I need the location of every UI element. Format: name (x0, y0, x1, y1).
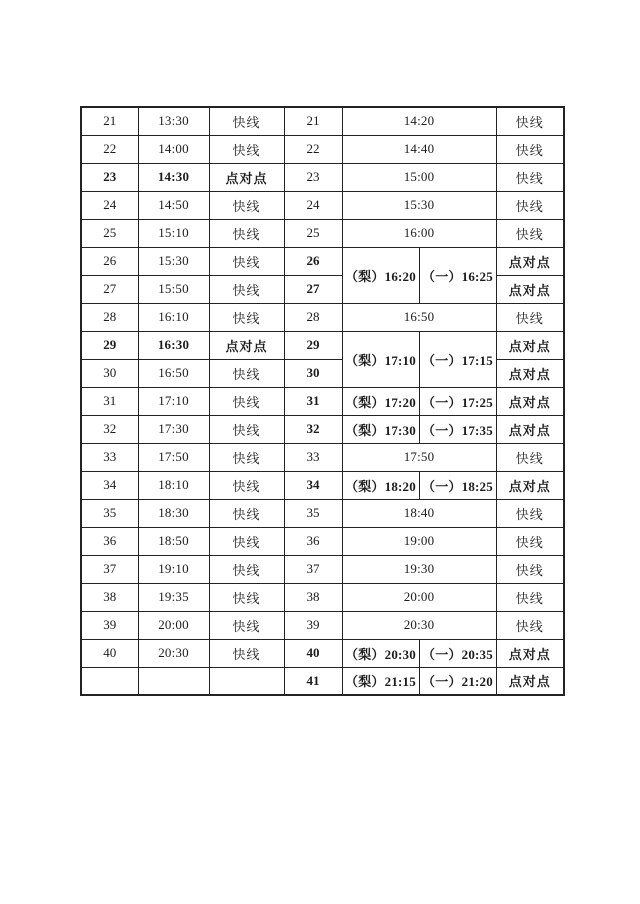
left-departure-time: 20:00 (138, 611, 209, 639)
schedule-row-29 (81, 331, 564, 359)
right-line-type: 快线 (496, 527, 564, 555)
right-departure-time: 17:50 (342, 443, 496, 471)
right-trip-number: 22 (284, 135, 342, 163)
left-departure-time: 17:10 (138, 387, 209, 415)
right-line-type: 快线 (496, 555, 564, 583)
schedule-row-38 (81, 583, 564, 611)
left-trip-number: 38 (81, 583, 138, 611)
right-departure-time-lipu: （梨）17:10 (342, 331, 419, 387)
left-line-type: 快线 (209, 527, 284, 555)
schedule-row-37 (81, 555, 564, 583)
left-trip-number: 35 (81, 499, 138, 527)
schedule-row-32 (81, 415, 564, 443)
schedule-row-35 (81, 499, 564, 527)
left-line-type: 快线 (209, 471, 284, 499)
right-departure-time: 16:00 (342, 219, 496, 247)
left-line-type: 快线 (209, 135, 284, 163)
right-trip-number: 25 (284, 219, 342, 247)
schedule-row-21 (81, 107, 564, 135)
right-line-type: 快线 (496, 219, 564, 247)
left-trip-number: 39 (81, 611, 138, 639)
left-line-type: 快线 (209, 107, 284, 135)
left-trip-number: 34 (81, 471, 138, 499)
left-line-type: 快线 (209, 303, 284, 331)
right-line-type: 快线 (496, 443, 564, 471)
right-line-type: 快线 (496, 135, 564, 163)
right-trip-number: 24 (284, 191, 342, 219)
schedule-row-25 (81, 219, 564, 247)
left-line-type: 快线 (209, 639, 284, 667)
left-line-type: 快线 (209, 583, 284, 611)
right-line-type: 点对点 (496, 331, 564, 359)
left-departure-time: 16:50 (138, 359, 209, 387)
left-line-type: 快线 (209, 499, 284, 527)
right-trip-number: 27 (284, 275, 342, 303)
left-line-type: 快线 (209, 443, 284, 471)
right-line-type: 点对点 (496, 415, 564, 443)
right-line-type: 点对点 (496, 471, 564, 499)
left-departure-time: 18:10 (138, 471, 209, 499)
left-trip-number: 40 (81, 639, 138, 667)
left-trip-number: 24 (81, 191, 138, 219)
right-trip-number: 35 (284, 499, 342, 527)
right-line-type: 快线 (496, 303, 564, 331)
schedule-row-33 (81, 443, 564, 471)
left-trip-number: 32 (81, 415, 138, 443)
left-departure-time: 16:10 (138, 303, 209, 331)
right-line-type: 点对点 (496, 247, 564, 275)
left-departure-time-empty (138, 667, 209, 695)
right-line-type: 点对点 (496, 667, 564, 695)
left-line-type: 快线 (209, 275, 284, 303)
left-line-type-empty (209, 667, 284, 695)
left-trip-number: 33 (81, 443, 138, 471)
left-trip-number: 27 (81, 275, 138, 303)
right-departure-time: 19:30 (342, 555, 496, 583)
right-trip-number: 28 (284, 303, 342, 331)
left-trip-number: 36 (81, 527, 138, 555)
schedule-row-36 (81, 527, 564, 555)
left-trip-number: 25 (81, 219, 138, 247)
right-line-type: 快线 (496, 583, 564, 611)
right-line-type: 快线 (496, 191, 564, 219)
right-departure-time: 15:00 (342, 163, 496, 191)
left-departure-time: 14:00 (138, 135, 209, 163)
left-line-type: 快线 (209, 359, 284, 387)
right-trip-number: 29 (284, 331, 342, 359)
right-departure-time: 18:40 (342, 499, 496, 527)
left-trip-number-empty (81, 667, 138, 695)
left-departure-time: 18:50 (138, 527, 209, 555)
left-trip-number: 23 (81, 163, 138, 191)
right-trip-number: 40 (284, 639, 342, 667)
left-departure-time: 17:50 (138, 443, 209, 471)
right-line-type: 点对点 (496, 275, 564, 303)
right-line-type: 点对点 (496, 639, 564, 667)
schedule-row-24 (81, 191, 564, 219)
left-line-type: 点对点 (209, 163, 284, 191)
right-departure-time: 14:40 (342, 135, 496, 163)
right-trip-number: 30 (284, 359, 342, 387)
left-trip-number: 30 (81, 359, 138, 387)
schedule-row-34 (81, 471, 564, 499)
left-trip-number: 37 (81, 555, 138, 583)
left-line-type: 快线 (209, 191, 284, 219)
left-departure-time: 15:50 (138, 275, 209, 303)
left-line-type: 快线 (209, 387, 284, 415)
right-departure-time: 15:30 (342, 191, 496, 219)
right-line-type: 点对点 (496, 359, 564, 387)
left-departure-time: 13:30 (138, 107, 209, 135)
right-line-type: 快线 (496, 611, 564, 639)
right-trip-number: 26 (284, 247, 342, 275)
left-line-type: 快线 (209, 415, 284, 443)
left-departure-time: 19:10 (138, 555, 209, 583)
left-departure-time: 16:30 (138, 331, 209, 359)
left-line-type: 快线 (209, 555, 284, 583)
right-departure-time: 14:20 (342, 107, 496, 135)
left-departure-time: 18:30 (138, 499, 209, 527)
right-departure-time-lipu: （梨）16:20 (342, 247, 419, 303)
right-departure-time-lipu: （梨）17:20 (342, 387, 419, 415)
right-trip-number: 36 (284, 527, 342, 555)
left-departure-time: 19:35 (138, 583, 209, 611)
left-trip-number: 29 (81, 331, 138, 359)
schedule-row-26 (81, 247, 564, 275)
left-departure-time: 14:50 (138, 191, 209, 219)
right-departure-time-lipu: （梨）20:30 (342, 639, 419, 667)
right-trip-number: 23 (284, 163, 342, 191)
right-trip-number: 34 (284, 471, 342, 499)
right-departure-time: 20:30 (342, 611, 496, 639)
right-departure-time-yi: （一）16:25 (419, 247, 496, 303)
right-departure-time-yi: （一）17:35 (419, 415, 496, 443)
left-trip-number: 21 (81, 107, 138, 135)
right-departure-time-lipu: （梨）18:20 (342, 471, 419, 499)
schedule-row-23 (81, 163, 564, 191)
schedule-row-28 (81, 303, 564, 331)
left-departure-time: 17:30 (138, 415, 209, 443)
bus-schedule-table (80, 106, 565, 696)
right-trip-number: 41 (284, 667, 342, 695)
left-departure-time: 20:30 (138, 639, 209, 667)
left-trip-number: 31 (81, 387, 138, 415)
schedule-row-41 (81, 667, 564, 695)
left-line-type: 快线 (209, 247, 284, 275)
right-departure-time-yi: （一）17:15 (419, 331, 496, 387)
schedule-row-31 (81, 387, 564, 415)
left-line-type: 快线 (209, 219, 284, 247)
right-trip-number: 31 (284, 387, 342, 415)
right-trip-number: 33 (284, 443, 342, 471)
schedule-row-39 (81, 611, 564, 639)
right-trip-number: 38 (284, 583, 342, 611)
right-trip-number: 39 (284, 611, 342, 639)
schedule-row-22 (81, 135, 564, 163)
left-trip-number: 28 (81, 303, 138, 331)
right-line-type: 快线 (496, 107, 564, 135)
right-departure-time-lipu: （梨）17:30 (342, 415, 419, 443)
left-trip-number: 26 (81, 247, 138, 275)
right-line-type: 快线 (496, 163, 564, 191)
left-departure-time: 14:30 (138, 163, 209, 191)
right-trip-number: 21 (284, 107, 342, 135)
left-departure-time: 15:10 (138, 219, 209, 247)
left-departure-time: 15:30 (138, 247, 209, 275)
left-trip-number: 22 (81, 135, 138, 163)
right-trip-number: 32 (284, 415, 342, 443)
right-departure-time: 16:50 (342, 303, 496, 331)
right-line-type: 快线 (496, 499, 564, 527)
left-line-type: 快线 (209, 611, 284, 639)
right-departure-time: 20:00 (342, 583, 496, 611)
right-line-type: 点对点 (496, 387, 564, 415)
right-departure-time-yi: （一）21:20 (419, 667, 496, 695)
right-departure-time-lipu: （梨）21:15 (342, 667, 419, 695)
right-trip-number: 37 (284, 555, 342, 583)
right-departure-time-yi: （一）20:35 (419, 639, 496, 667)
right-departure-time: 19:00 (342, 527, 496, 555)
right-departure-time-yi: （一）18:25 (419, 471, 496, 499)
right-departure-time-yi: （一）17:25 (419, 387, 496, 415)
left-line-type: 点对点 (209, 331, 284, 359)
schedule-row-40 (81, 639, 564, 667)
